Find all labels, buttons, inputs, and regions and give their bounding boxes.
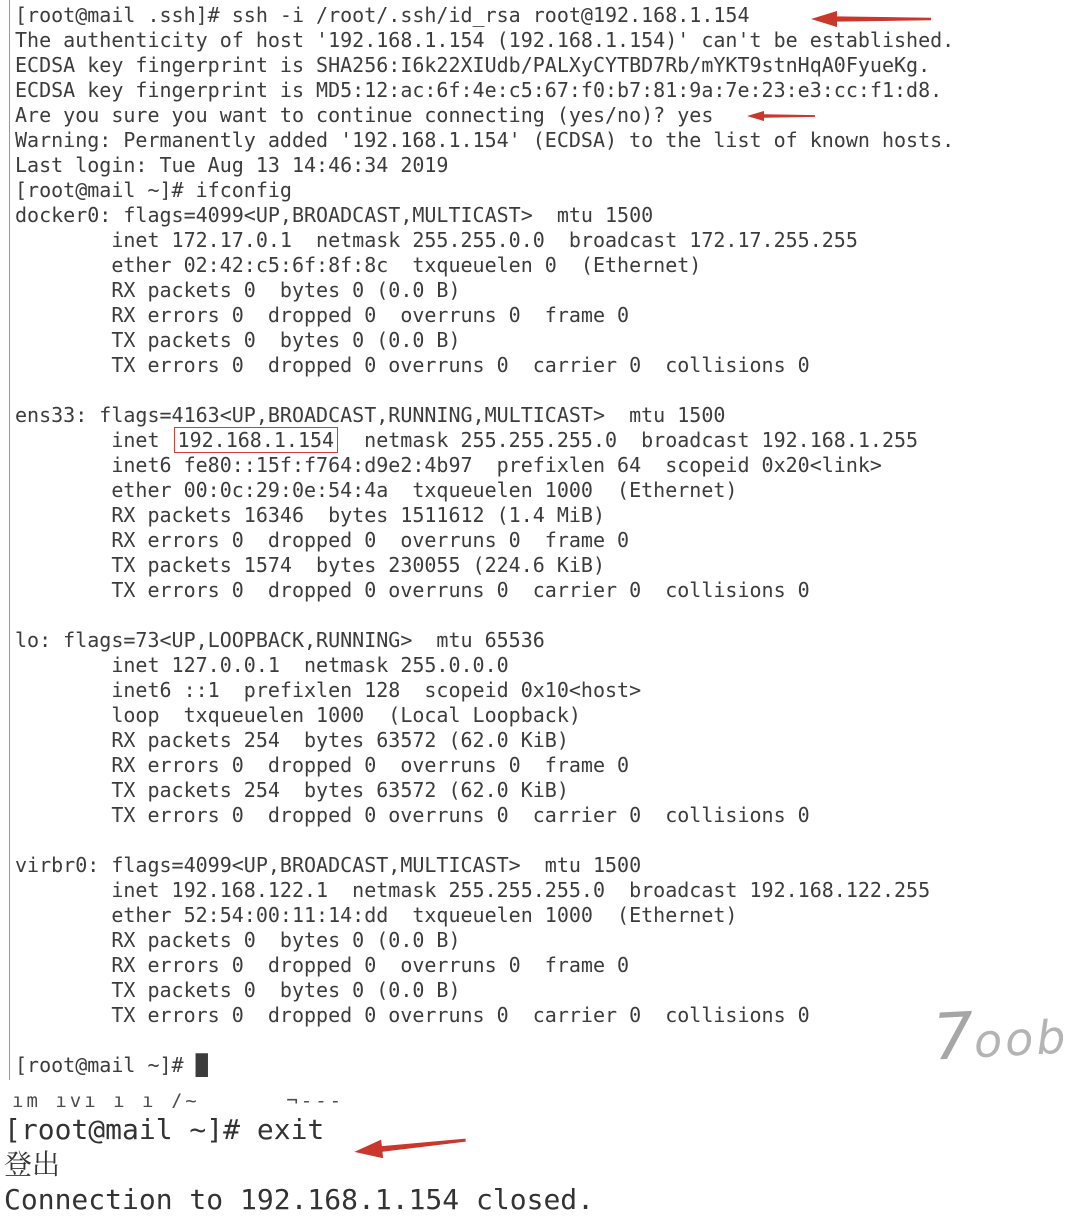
terminal-line xyxy=(15,628,1075,653)
terminal-line xyxy=(15,178,1075,203)
terminal-line xyxy=(15,78,1075,103)
terminal-line xyxy=(15,253,1075,278)
terminal-text: virbr0: flags=4099<UP,BROADCAST,MULTICAST> mtu 1500 xyxy=(15,853,642,877)
terminal-local-session[interactable] xyxy=(4,1090,1074,1217)
terminal-line xyxy=(15,453,1075,478)
terminal-text: 登出 xyxy=(4,1148,61,1181)
terminal-text: ens33: flags=4163<UP,BROADCAST,RUNNING,MULTICAST> mtu 1500 xyxy=(15,403,726,427)
terminal-line xyxy=(4,1182,1074,1217)
watermark xyxy=(931,999,1070,1076)
terminal-text: RX errors 0 dropped 0 overruns 0 frame 0 xyxy=(15,953,630,977)
terminal-line xyxy=(15,528,1075,553)
terminal-text: inet 127.0.0.1 netmask 255.0.0.0 xyxy=(15,653,509,677)
terminal-line xyxy=(4,1147,1074,1182)
terminal-line xyxy=(15,703,1075,728)
terminal-line xyxy=(15,153,1075,178)
terminal-line xyxy=(15,1003,1075,1028)
terminal-text: RX errors 0 dropped 0 overruns 0 frame 0 xyxy=(15,528,630,552)
terminal-text: [root@mail ~]# █ xyxy=(15,1053,208,1077)
terminal-text: ECDSA key fingerprint is MD5:12:ac:6f:4e:c5:67:f0:b7:81:9a:7e:23:e3:cc:f1:d8. xyxy=(15,78,943,102)
terminal-text: ether 02:42:c5:6f:8f:8c txqueuelen 0 (Ethernet) xyxy=(15,253,702,277)
exit-output xyxy=(4,1112,1074,1217)
terminal-line xyxy=(15,328,1075,353)
terminal-text: ether 00:0c:29:0e:54:4a txqueuelen 1000 (Ethernet) xyxy=(15,478,738,502)
terminal-line xyxy=(15,678,1075,703)
terminal-text: inet 172.17.0.1 netmask 255.255.0.0 broadcast 172.17.255.255 xyxy=(15,228,858,252)
terminal-text: Warning: Permanently added '192.168.1.154' (ECDSA) to the list of known hosts. xyxy=(15,128,955,152)
terminal-text: Connection to 192.168.1.154 closed. xyxy=(4,1183,595,1216)
terminal-line xyxy=(15,228,1075,253)
terminal-text: RX errors 0 dropped 0 overruns 0 frame 0 xyxy=(15,303,630,327)
terminal-line xyxy=(15,1028,1075,1053)
terminal-line xyxy=(15,278,1075,303)
terminal-text: inet6 fe80::15f:f764:d9e2:4b97 prefixlen 64 scopeid 0x20<link> xyxy=(15,453,882,477)
terminal-line xyxy=(15,778,1075,803)
terminal-remote-session[interactable] xyxy=(9,0,1075,1080)
terminal-line xyxy=(15,378,1075,403)
terminal-line xyxy=(15,928,1075,953)
terminal-line xyxy=(15,428,1075,453)
terminal-text: TX packets 1574 bytes 230055 (224.6 KiB) xyxy=(15,553,606,577)
terminal-line xyxy=(15,803,1075,828)
terminal-text: loop txqueuelen 1000 (Local Loopback) xyxy=(15,703,581,727)
terminal-line xyxy=(15,978,1075,1003)
terminal-line xyxy=(15,303,1075,328)
terminal-text: netmask 255.255.255.0 broadcast 192.168.1.255 xyxy=(340,428,919,452)
watermark-rest: oob xyxy=(972,1009,1070,1069)
terminal-text: RX packets 16346 bytes 1511612 (1.4 MiB) xyxy=(15,503,606,527)
watermark-lead: 7 xyxy=(931,999,976,1076)
terminal-text: RX errors 0 dropped 0 overruns 0 frame 0 xyxy=(15,753,630,777)
terminal-text: docker0: flags=4099<UP,BROADCAST,MULTICAST> mtu 1500 xyxy=(15,203,654,227)
terminal-line xyxy=(15,878,1075,903)
terminal-text: TX errors 0 dropped 0 overruns 0 carrier 0 collisions 0 xyxy=(15,353,810,377)
terminal-line xyxy=(15,53,1075,78)
terminal-text: TX packets 0 bytes 0 (0.0 B) xyxy=(15,978,461,1002)
terminal-line xyxy=(15,753,1075,778)
cropped-previous-line: ım ıvı ı ı /~ ¬--- xyxy=(12,1090,345,1108)
terminal-line xyxy=(15,478,1075,503)
terminal-text: [root@mail ~]# ifconfig xyxy=(15,178,292,202)
terminal-text: RX packets 0 bytes 0 (0.0 B) xyxy=(15,278,461,302)
terminal-text: RX packets 254 bytes 63572 (62.0 KiB) xyxy=(15,728,569,752)
terminal-text: TX packets 254 bytes 63572 (62.0 KiB) xyxy=(15,778,569,802)
terminal-text: TX errors 0 dropped 0 overruns 0 carrier 0 collisions 0 xyxy=(15,803,810,827)
terminal-line xyxy=(4,1112,1074,1147)
terminal-text: inet 192.168.122.1 netmask 255.255.255.0 broadcast 192.168.122.255 xyxy=(15,878,931,902)
terminal-text: TX packets 0 bytes 0 (0.0 B) xyxy=(15,328,461,352)
terminal-text: RX packets 0 bytes 0 (0.0 B) xyxy=(15,928,461,952)
terminal-text: [root@mail .ssh]# ssh -i /root/.ssh/id_rsa root@192.168.1.154 xyxy=(15,3,750,27)
terminal-line xyxy=(15,828,1075,853)
terminal-text: inet6 ::1 prefixlen 128 scopeid 0x10<host> xyxy=(15,678,642,702)
terminal-text: Last login: Tue Aug 13 14:46:34 2019 xyxy=(15,153,449,177)
red-arrow-yes-icon xyxy=(747,106,815,126)
terminal-line xyxy=(15,1053,1075,1078)
terminal-line xyxy=(15,103,1075,128)
terminal-text: Are you sure you want to continue connecting (yes/no)? yes xyxy=(15,103,714,127)
red-arrow-ssh-command-icon xyxy=(806,8,936,30)
terminal-text: inet xyxy=(15,428,172,452)
terminal-text: TX errors 0 dropped 0 overruns 0 carrier 0 collisions 0 xyxy=(15,1003,810,1027)
terminal-line xyxy=(15,203,1075,228)
terminal-line xyxy=(15,503,1075,528)
terminal-line xyxy=(15,353,1075,378)
terminal-line xyxy=(15,578,1075,603)
terminal-text: ECDSA key fingerprint is SHA256:I6k22XIUdb/PALXyCYTBD7Rb/mYKT9stnHqA0FyueKg. xyxy=(15,53,931,77)
terminal-line xyxy=(15,553,1075,578)
highlighted-ip-address: 192.168.1.154 xyxy=(174,427,339,453)
terminal-line xyxy=(15,953,1075,978)
terminal-text: The authenticity of host '192.168.1.154 (192.168.1.154)' can't be established. xyxy=(15,28,955,52)
terminal-line xyxy=(15,603,1075,628)
terminal-line xyxy=(15,128,1075,153)
terminal-text: [root@mail ~]# exit xyxy=(4,1113,325,1146)
terminal-text: lo: flags=73<UP,LOOPBACK,RUNNING> mtu 65536 xyxy=(15,628,545,652)
terminal-text: TX errors 0 dropped 0 overruns 0 carrier 0 collisions 0 xyxy=(15,578,810,602)
terminal-line xyxy=(15,853,1075,878)
terminal-text: ether 52:54:00:11:14:dd txqueuelen 1000 (Ethernet) xyxy=(15,903,738,927)
terminal-line xyxy=(15,903,1075,928)
terminal-line xyxy=(15,403,1075,428)
terminal-line xyxy=(15,28,1075,53)
terminal-line xyxy=(15,728,1075,753)
terminal-line xyxy=(15,653,1075,678)
